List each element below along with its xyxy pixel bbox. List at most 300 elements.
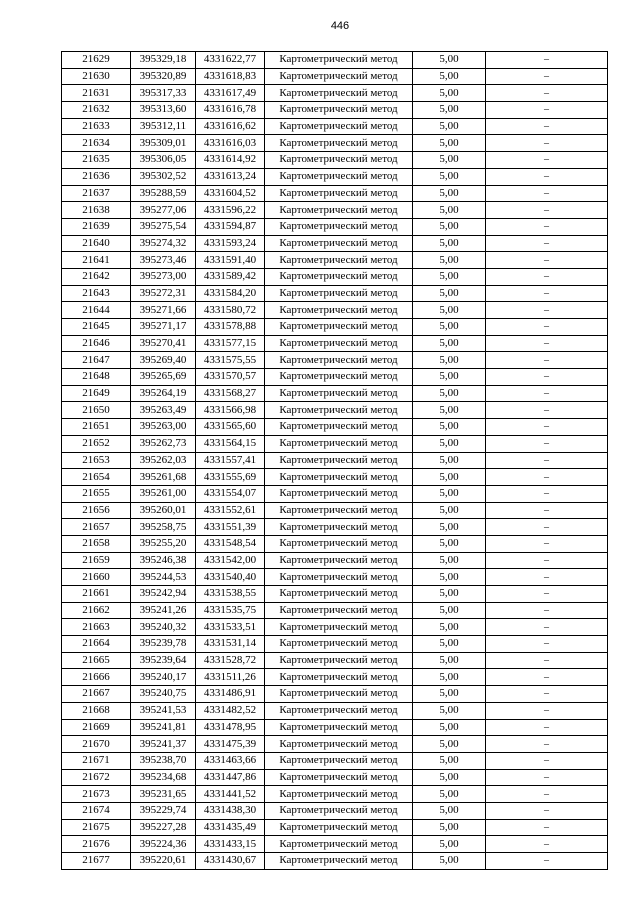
accuracy-cell: 5,00 bbox=[413, 485, 486, 502]
point-number-cell: 21650 bbox=[62, 402, 131, 419]
method-cell: Картометрический метод bbox=[265, 569, 413, 586]
x-coordinate-cell: 395241,53 bbox=[131, 702, 196, 719]
description-cell: – bbox=[486, 786, 608, 803]
table-row bbox=[62, 752, 608, 769]
table-row bbox=[62, 268, 608, 285]
table-row bbox=[62, 619, 608, 636]
description-cell: – bbox=[486, 218, 608, 235]
y-coordinate-cell: 4331554,07 bbox=[196, 485, 265, 502]
method-cell: Картометрический метод bbox=[265, 586, 413, 603]
point-number-cell: 21657 bbox=[62, 519, 131, 536]
table-row bbox=[62, 702, 608, 719]
accuracy-cell: 5,00 bbox=[413, 402, 486, 419]
y-coordinate-cell: 4331594,87 bbox=[196, 218, 265, 235]
y-coordinate-cell: 4331564,15 bbox=[196, 435, 265, 452]
point-number-cell: 21668 bbox=[62, 702, 131, 719]
accuracy-cell: 5,00 bbox=[413, 118, 486, 135]
table-row bbox=[62, 335, 608, 352]
table-row bbox=[62, 168, 608, 185]
coordinates-table bbox=[61, 51, 608, 870]
method-cell: Картометрический метод bbox=[265, 152, 413, 169]
accuracy-cell: 5,00 bbox=[413, 435, 486, 452]
table-row bbox=[62, 419, 608, 436]
method-cell: Картометрический метод bbox=[265, 853, 413, 870]
y-coordinate-cell: 4331535,75 bbox=[196, 602, 265, 619]
y-coordinate-cell: 4331593,24 bbox=[196, 235, 265, 252]
method-cell: Картометрический метод bbox=[265, 419, 413, 436]
method-cell: Картометрический метод bbox=[265, 218, 413, 235]
x-coordinate-cell: 395262,03 bbox=[131, 452, 196, 469]
accuracy-cell: 5,00 bbox=[413, 252, 486, 269]
y-coordinate-cell: 4331540,40 bbox=[196, 569, 265, 586]
description-cell: – bbox=[486, 319, 608, 336]
method-cell: Картометрический метод bbox=[265, 285, 413, 302]
method-cell: Картометрический метод bbox=[265, 719, 413, 736]
y-coordinate-cell: 4331622,77 bbox=[196, 52, 265, 69]
y-coordinate-cell: 4331482,52 bbox=[196, 702, 265, 719]
table-row bbox=[62, 519, 608, 536]
accuracy-cell: 5,00 bbox=[413, 235, 486, 252]
x-coordinate-cell: 395312,11 bbox=[131, 118, 196, 135]
accuracy-cell: 5,00 bbox=[413, 152, 486, 169]
description-cell: – bbox=[486, 702, 608, 719]
method-cell: Картометрический метод bbox=[265, 802, 413, 819]
point-number-cell: 21647 bbox=[62, 352, 131, 369]
accuracy-cell: 5,00 bbox=[413, 102, 486, 119]
method-cell: Картометрический метод bbox=[265, 535, 413, 552]
table-row bbox=[62, 218, 608, 235]
table-row bbox=[62, 853, 608, 870]
description-cell: – bbox=[486, 535, 608, 552]
description-cell: – bbox=[486, 586, 608, 603]
method-cell: Картометрический метод bbox=[265, 819, 413, 836]
method-cell: Картометрический метод bbox=[265, 652, 413, 669]
x-coordinate-cell: 395227,28 bbox=[131, 819, 196, 836]
y-coordinate-cell: 4331528,72 bbox=[196, 652, 265, 669]
point-number-cell: 21677 bbox=[62, 853, 131, 870]
table-row bbox=[62, 569, 608, 586]
x-coordinate-cell: 395239,64 bbox=[131, 652, 196, 669]
table-row bbox=[62, 652, 608, 669]
page-number: 446 bbox=[330, 20, 350, 32]
accuracy-cell: 5,00 bbox=[413, 602, 486, 619]
method-cell: Картометрический метод bbox=[265, 485, 413, 502]
point-number-cell: 21640 bbox=[62, 235, 131, 252]
description-cell: – bbox=[486, 302, 608, 319]
x-coordinate-cell: 395329,18 bbox=[131, 52, 196, 69]
table-row bbox=[62, 485, 608, 502]
x-coordinate-cell: 395234,68 bbox=[131, 769, 196, 786]
accuracy-cell: 5,00 bbox=[413, 569, 486, 586]
table-row bbox=[62, 135, 608, 152]
method-cell: Картометрический метод bbox=[265, 502, 413, 519]
x-coordinate-cell: 395241,26 bbox=[131, 602, 196, 619]
point-number-cell: 21633 bbox=[62, 118, 131, 135]
y-coordinate-cell: 4331478,95 bbox=[196, 719, 265, 736]
table-row bbox=[62, 769, 608, 786]
description-cell: – bbox=[486, 419, 608, 436]
method-cell: Картометрический метод bbox=[265, 836, 413, 853]
x-coordinate-cell: 395246,38 bbox=[131, 552, 196, 569]
method-cell: Картометрический метод bbox=[265, 102, 413, 119]
x-coordinate-cell: 395260,01 bbox=[131, 502, 196, 519]
table-row bbox=[62, 118, 608, 135]
point-number-cell: 21649 bbox=[62, 385, 131, 402]
accuracy-cell: 5,00 bbox=[413, 369, 486, 386]
x-coordinate-cell: 395262,73 bbox=[131, 435, 196, 452]
description-cell: – bbox=[486, 102, 608, 119]
accuracy-cell: 5,00 bbox=[413, 502, 486, 519]
y-coordinate-cell: 4331551,39 bbox=[196, 519, 265, 536]
description-cell: – bbox=[486, 686, 608, 703]
accuracy-cell: 5,00 bbox=[413, 552, 486, 569]
x-coordinate-cell: 395271,17 bbox=[131, 319, 196, 336]
method-cell: Картометрический метод bbox=[265, 786, 413, 803]
accuracy-cell: 5,00 bbox=[413, 52, 486, 69]
accuracy-cell: 5,00 bbox=[413, 469, 486, 486]
accuracy-cell: 5,00 bbox=[413, 218, 486, 235]
x-coordinate-cell: 395265,69 bbox=[131, 369, 196, 386]
y-coordinate-cell: 4331584,20 bbox=[196, 285, 265, 302]
point-number-cell: 21670 bbox=[62, 736, 131, 753]
accuracy-cell: 5,00 bbox=[413, 586, 486, 603]
point-number-cell: 21653 bbox=[62, 452, 131, 469]
x-coordinate-cell: 395240,17 bbox=[131, 669, 196, 686]
description-cell: – bbox=[486, 602, 608, 619]
y-coordinate-cell: 4331570,57 bbox=[196, 369, 265, 386]
description-cell: – bbox=[486, 352, 608, 369]
y-coordinate-cell: 4331447,86 bbox=[196, 769, 265, 786]
accuracy-cell: 5,00 bbox=[413, 702, 486, 719]
point-number-cell: 21659 bbox=[62, 552, 131, 569]
point-number-cell: 21630 bbox=[62, 68, 131, 85]
y-coordinate-cell: 4331557,41 bbox=[196, 452, 265, 469]
accuracy-cell: 5,00 bbox=[413, 202, 486, 219]
accuracy-cell: 5,00 bbox=[413, 786, 486, 803]
accuracy-cell: 5,00 bbox=[413, 853, 486, 870]
point-number-cell: 21672 bbox=[62, 769, 131, 786]
y-coordinate-cell: 4331533,51 bbox=[196, 619, 265, 636]
description-cell: – bbox=[486, 519, 608, 536]
description-cell: – bbox=[486, 469, 608, 486]
x-coordinate-cell: 395241,81 bbox=[131, 719, 196, 736]
y-coordinate-cell: 4331591,40 bbox=[196, 252, 265, 269]
accuracy-cell: 5,00 bbox=[413, 619, 486, 636]
method-cell: Картометрический метод bbox=[265, 252, 413, 269]
x-coordinate-cell: 395242,94 bbox=[131, 586, 196, 603]
accuracy-cell: 5,00 bbox=[413, 68, 486, 85]
description-cell: – bbox=[486, 335, 608, 352]
accuracy-cell: 5,00 bbox=[413, 769, 486, 786]
method-cell: Картометрический метод bbox=[265, 85, 413, 102]
description-cell: – bbox=[486, 252, 608, 269]
x-coordinate-cell: 395240,32 bbox=[131, 619, 196, 636]
method-cell: Картометрический метод bbox=[265, 185, 413, 202]
method-cell: Картометрический метод bbox=[265, 235, 413, 252]
y-coordinate-cell: 4331577,15 bbox=[196, 335, 265, 352]
accuracy-cell: 5,00 bbox=[413, 719, 486, 736]
method-cell: Картометрический метод bbox=[265, 702, 413, 719]
x-coordinate-cell: 395288,59 bbox=[131, 185, 196, 202]
description-cell: – bbox=[486, 85, 608, 102]
method-cell: Картометрический метод bbox=[265, 68, 413, 85]
x-coordinate-cell: 395244,53 bbox=[131, 569, 196, 586]
point-number-cell: 21642 bbox=[62, 268, 131, 285]
description-cell: – bbox=[486, 135, 608, 152]
x-coordinate-cell: 395317,33 bbox=[131, 85, 196, 102]
accuracy-cell: 5,00 bbox=[413, 652, 486, 669]
description-cell: – bbox=[486, 118, 608, 135]
table-row bbox=[62, 736, 608, 753]
x-coordinate-cell: 395302,52 bbox=[131, 168, 196, 185]
method-cell: Картометрический метод bbox=[265, 319, 413, 336]
point-number-cell: 21629 bbox=[62, 52, 131, 69]
accuracy-cell: 5,00 bbox=[413, 85, 486, 102]
description-cell: – bbox=[486, 819, 608, 836]
point-number-cell: 21651 bbox=[62, 419, 131, 436]
table-row bbox=[62, 802, 608, 819]
x-coordinate-cell: 395271,66 bbox=[131, 302, 196, 319]
table-row bbox=[62, 102, 608, 119]
y-coordinate-cell: 4331616,03 bbox=[196, 135, 265, 152]
y-coordinate-cell: 4331438,30 bbox=[196, 802, 265, 819]
method-cell: Картометрический метод bbox=[265, 552, 413, 569]
description-cell: – bbox=[486, 719, 608, 736]
accuracy-cell: 5,00 bbox=[413, 419, 486, 436]
point-number-cell: 21639 bbox=[62, 218, 131, 235]
point-number-cell: 21667 bbox=[62, 686, 131, 703]
x-coordinate-cell: 395239,78 bbox=[131, 636, 196, 653]
accuracy-cell: 5,00 bbox=[413, 686, 486, 703]
point-number-cell: 21656 bbox=[62, 502, 131, 519]
point-number-cell: 21643 bbox=[62, 285, 131, 302]
y-coordinate-cell: 4331463,66 bbox=[196, 752, 265, 769]
description-cell: – bbox=[486, 369, 608, 386]
accuracy-cell: 5,00 bbox=[413, 452, 486, 469]
point-number-cell: 21636 bbox=[62, 168, 131, 185]
point-number-cell: 21646 bbox=[62, 335, 131, 352]
table-row bbox=[62, 786, 608, 803]
method-cell: Картометрический метод bbox=[265, 118, 413, 135]
table-row bbox=[62, 719, 608, 736]
description-cell: – bbox=[486, 853, 608, 870]
method-cell: Картометрический метод bbox=[265, 369, 413, 386]
y-coordinate-cell: 4331596,22 bbox=[196, 202, 265, 219]
table-row bbox=[62, 836, 608, 853]
x-coordinate-cell: 395275,54 bbox=[131, 218, 196, 235]
method-cell: Картометрический метод bbox=[265, 636, 413, 653]
y-coordinate-cell: 4331618,83 bbox=[196, 68, 265, 85]
y-coordinate-cell: 4331435,49 bbox=[196, 819, 265, 836]
method-cell: Картометрический метод bbox=[265, 385, 413, 402]
description-cell: – bbox=[486, 402, 608, 419]
description-cell: – bbox=[486, 235, 608, 252]
x-coordinate-cell: 395269,40 bbox=[131, 352, 196, 369]
point-number-cell: 21652 bbox=[62, 435, 131, 452]
point-number-cell: 21663 bbox=[62, 619, 131, 636]
y-coordinate-cell: 4331441,52 bbox=[196, 786, 265, 803]
point-number-cell: 21673 bbox=[62, 786, 131, 803]
y-coordinate-cell: 4331531,14 bbox=[196, 636, 265, 653]
y-coordinate-cell: 4331568,27 bbox=[196, 385, 265, 402]
x-coordinate-cell: 395274,32 bbox=[131, 235, 196, 252]
description-cell: – bbox=[486, 569, 608, 586]
accuracy-cell: 5,00 bbox=[413, 636, 486, 653]
point-number-cell: 21666 bbox=[62, 669, 131, 686]
accuracy-cell: 5,00 bbox=[413, 302, 486, 319]
method-cell: Картометрический метод bbox=[265, 769, 413, 786]
method-cell: Картометрический метод bbox=[265, 752, 413, 769]
y-coordinate-cell: 4331604,52 bbox=[196, 185, 265, 202]
table-row bbox=[62, 68, 608, 85]
description-cell: – bbox=[486, 652, 608, 669]
accuracy-cell: 5,00 bbox=[413, 285, 486, 302]
accuracy-cell: 5,00 bbox=[413, 519, 486, 536]
x-coordinate-cell: 395241,37 bbox=[131, 736, 196, 753]
point-number-cell: 21641 bbox=[62, 252, 131, 269]
accuracy-cell: 5,00 bbox=[413, 135, 486, 152]
point-number-cell: 21676 bbox=[62, 836, 131, 853]
accuracy-cell: 5,00 bbox=[413, 836, 486, 853]
description-cell: – bbox=[486, 802, 608, 819]
table-row bbox=[62, 369, 608, 386]
table-row bbox=[62, 435, 608, 452]
accuracy-cell: 5,00 bbox=[413, 319, 486, 336]
y-coordinate-cell: 4331614,92 bbox=[196, 152, 265, 169]
x-coordinate-cell: 395320,89 bbox=[131, 68, 196, 85]
y-coordinate-cell: 4331616,78 bbox=[196, 102, 265, 119]
y-coordinate-cell: 4331616,62 bbox=[196, 118, 265, 135]
description-cell: – bbox=[486, 502, 608, 519]
point-number-cell: 21665 bbox=[62, 652, 131, 669]
point-number-cell: 21662 bbox=[62, 602, 131, 619]
table-row bbox=[62, 469, 608, 486]
point-number-cell: 21645 bbox=[62, 319, 131, 336]
y-coordinate-cell: 4331552,61 bbox=[196, 502, 265, 519]
table-row bbox=[62, 319, 608, 336]
table-body bbox=[62, 52, 608, 870]
table-row bbox=[62, 385, 608, 402]
y-coordinate-cell: 4331486,91 bbox=[196, 686, 265, 703]
x-coordinate-cell: 395231,65 bbox=[131, 786, 196, 803]
y-coordinate-cell: 4331589,42 bbox=[196, 268, 265, 285]
x-coordinate-cell: 395229,74 bbox=[131, 802, 196, 819]
description-cell: – bbox=[486, 435, 608, 452]
table-row bbox=[62, 185, 608, 202]
x-coordinate-cell: 395224,36 bbox=[131, 836, 196, 853]
method-cell: Картометрический метод bbox=[265, 335, 413, 352]
table-row bbox=[62, 586, 608, 603]
method-cell: Картометрический метод bbox=[265, 52, 413, 69]
method-cell: Картометрический метод bbox=[265, 302, 413, 319]
x-coordinate-cell: 395220,61 bbox=[131, 853, 196, 870]
accuracy-cell: 5,00 bbox=[413, 669, 486, 686]
table-row bbox=[62, 602, 608, 619]
x-coordinate-cell: 395273,46 bbox=[131, 252, 196, 269]
point-number-cell: 21644 bbox=[62, 302, 131, 319]
point-number-cell: 21669 bbox=[62, 719, 131, 736]
description-cell: – bbox=[486, 736, 608, 753]
method-cell: Картометрический метод bbox=[265, 435, 413, 452]
y-coordinate-cell: 4331555,69 bbox=[196, 469, 265, 486]
accuracy-cell: 5,00 bbox=[413, 736, 486, 753]
y-coordinate-cell: 4331580,72 bbox=[196, 302, 265, 319]
accuracy-cell: 5,00 bbox=[413, 535, 486, 552]
description-cell: – bbox=[486, 669, 608, 686]
table-row bbox=[62, 669, 608, 686]
accuracy-cell: 5,00 bbox=[413, 385, 486, 402]
method-cell: Картометрический метод bbox=[265, 736, 413, 753]
table-row bbox=[62, 235, 608, 252]
method-cell: Картометрический метод bbox=[265, 452, 413, 469]
accuracy-cell: 5,00 bbox=[413, 752, 486, 769]
table-row bbox=[62, 535, 608, 552]
point-number-cell: 21658 bbox=[62, 535, 131, 552]
method-cell: Картометрический метод bbox=[265, 686, 413, 703]
point-number-cell: 21671 bbox=[62, 752, 131, 769]
x-coordinate-cell: 395240,75 bbox=[131, 686, 196, 703]
y-coordinate-cell: 4331575,55 bbox=[196, 352, 265, 369]
description-cell: – bbox=[486, 385, 608, 402]
method-cell: Картометрический метод bbox=[265, 135, 413, 152]
method-cell: Картометрический метод bbox=[265, 202, 413, 219]
description-cell: – bbox=[486, 752, 608, 769]
description-cell: – bbox=[486, 152, 608, 169]
table-row bbox=[62, 686, 608, 703]
y-coordinate-cell: 4331565,60 bbox=[196, 419, 265, 436]
description-cell: – bbox=[486, 52, 608, 69]
method-cell: Картометрический метод bbox=[265, 669, 413, 686]
table-row bbox=[62, 202, 608, 219]
y-coordinate-cell: 4331548,54 bbox=[196, 535, 265, 552]
method-cell: Картометрический метод bbox=[265, 402, 413, 419]
accuracy-cell: 5,00 bbox=[413, 352, 486, 369]
accuracy-cell: 5,00 bbox=[413, 268, 486, 285]
point-number-cell: 21675 bbox=[62, 819, 131, 836]
point-number-cell: 21674 bbox=[62, 802, 131, 819]
accuracy-cell: 5,00 bbox=[413, 335, 486, 352]
accuracy-cell: 5,00 bbox=[413, 819, 486, 836]
description-cell: – bbox=[486, 202, 608, 219]
point-number-cell: 21635 bbox=[62, 152, 131, 169]
y-coordinate-cell: 4331475,39 bbox=[196, 736, 265, 753]
table-row bbox=[62, 502, 608, 519]
description-cell: – bbox=[486, 552, 608, 569]
point-number-cell: 21655 bbox=[62, 485, 131, 502]
y-coordinate-cell: 4331433,15 bbox=[196, 836, 265, 853]
method-cell: Картометрический метод bbox=[265, 619, 413, 636]
method-cell: Картометрический метод bbox=[265, 469, 413, 486]
y-coordinate-cell: 4331511,26 bbox=[196, 669, 265, 686]
table-row bbox=[62, 252, 608, 269]
x-coordinate-cell: 395270,41 bbox=[131, 335, 196, 352]
x-coordinate-cell: 395263,49 bbox=[131, 402, 196, 419]
table-row bbox=[62, 636, 608, 653]
point-number-cell: 21660 bbox=[62, 569, 131, 586]
description-cell: – bbox=[486, 636, 608, 653]
table-row bbox=[62, 402, 608, 419]
accuracy-cell: 5,00 bbox=[413, 168, 486, 185]
point-number-cell: 21648 bbox=[62, 369, 131, 386]
x-coordinate-cell: 395255,20 bbox=[131, 535, 196, 552]
point-number-cell: 21661 bbox=[62, 586, 131, 603]
description-cell: – bbox=[486, 168, 608, 185]
y-coordinate-cell: 4331613,24 bbox=[196, 168, 265, 185]
y-coordinate-cell: 4331538,55 bbox=[196, 586, 265, 603]
x-coordinate-cell: 395238,70 bbox=[131, 752, 196, 769]
x-coordinate-cell: 395313,60 bbox=[131, 102, 196, 119]
y-coordinate-cell: 4331617,49 bbox=[196, 85, 265, 102]
